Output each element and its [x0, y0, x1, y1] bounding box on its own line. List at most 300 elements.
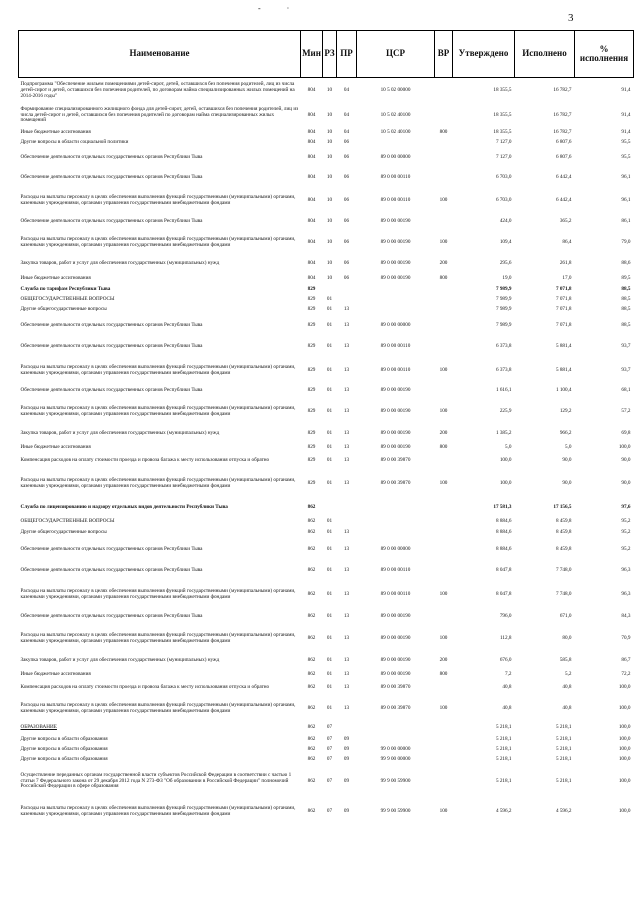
cell-pct: 88,6: [621, 260, 631, 267]
table-row: [19, 722, 634, 735]
cell-rz: 10: [326, 128, 333, 135]
cell-pr: 06: [343, 138, 350, 145]
cell-app: 7 989,9: [495, 295, 512, 302]
table-row: [19, 426, 634, 443]
table-row: [19, 670, 634, 681]
cell-rz: 10: [326, 153, 333, 160]
cell-pct: 89,5: [621, 274, 631, 281]
cell-exe: 5 218,1: [555, 745, 572, 752]
cell-pct: 88,5: [621, 295, 631, 302]
cell-min: 829: [307, 366, 316, 373]
header-csr: ЦСР: [357, 31, 435, 78]
table-row: [19, 337, 634, 358]
header-approved: Утверждено: [453, 31, 515, 78]
cell-name: Расходы на выплаты персоналу в целях обеспечения выполнения функций государственными (муниципальными) органами, казенными учреждениями, органами управления государственными внебюджетными фондами: [20, 363, 296, 376]
cell-vr: [435, 337, 453, 358]
cell-pct: 84,3: [621, 613, 631, 620]
cell-exe: 6 807,6: [555, 153, 572, 160]
cell-rz: 01: [326, 635, 333, 642]
cell-app: 109,4: [499, 238, 512, 245]
cell-pr: 06: [343, 173, 350, 180]
cell-csr: 89 0 00 00190: [380, 408, 411, 415]
cell-vr: 100: [439, 479, 448, 486]
cell-app: 295,6: [499, 260, 512, 267]
cell-csr: 89 0 00 00190: [380, 444, 411, 451]
cell-csr: 89 0 00 39870: [380, 684, 411, 691]
cell-name: Иные бюджетные ассигнования: [20, 128, 91, 135]
cell-rz: 01: [326, 657, 333, 664]
cell-rz: 01: [326, 444, 333, 451]
cell-min: 862: [307, 545, 316, 552]
cell-pr: [337, 517, 357, 528]
table-row: [19, 295, 634, 305]
cell-min: 862: [307, 671, 316, 678]
cell-csr: 99 9 00 00000: [380, 755, 411, 762]
cell-min: 862: [307, 808, 316, 815]
cell-rz: 01: [326, 518, 333, 525]
cell-app: 8 047,8: [495, 567, 512, 574]
cell-app: 8 884,6: [495, 545, 512, 552]
cell-name: Компенсация расходов на оплату стоимости проезда и провоза багажа к месту использования отпуска и обратно: [20, 457, 270, 464]
cell-pct: 96,3: [621, 591, 631, 598]
cell-min: 804: [307, 196, 316, 203]
cell-exe: 16 782,7: [553, 111, 572, 118]
cell-exe: 5 218,1: [555, 755, 572, 762]
cell-csr: 89 0 00 00190: [380, 657, 411, 664]
cell-csr: 89 0 00 00190: [380, 217, 411, 224]
cell-rz: 01: [326, 295, 333, 302]
table-row: [19, 561, 634, 582]
cell-pct: 95,2: [621, 545, 631, 552]
cell-exe: 5 218,1: [555, 777, 572, 784]
cell-exe: 7 748,0: [555, 591, 572, 598]
cell-csr: 89 0 00 00000: [380, 545, 411, 552]
cell-name: Расходы на выплаты персоналу в целях обеспечения выполнения функций государственными (муниципальными) органами, казенными учреждениями, органами управления государственными внебюджетными фондами: [20, 632, 296, 644]
table-row: [19, 399, 634, 426]
cell-csr: 89 0 00 00190: [380, 260, 411, 267]
cell-rz: 01: [326, 387, 333, 394]
table-row: [19, 230, 634, 256]
cell-pct: 96,3: [621, 567, 631, 574]
cell-exe: 16 782,7: [553, 86, 572, 93]
cell-exe: 671,0: [559, 613, 572, 620]
cell-min: 829: [307, 285, 316, 292]
cell-vr: 100: [439, 591, 448, 598]
cell-pr: 13: [343, 479, 350, 486]
cell-rz: 01: [326, 704, 333, 711]
cell-name: Закупка товаров, работ и услуг для обеспечения государственных (муниципальных) нужд: [20, 260, 220, 267]
cell-vr: 100: [439, 408, 448, 415]
cell-exe: 7 071,8: [555, 285, 572, 292]
cell-pr: 06: [343, 274, 350, 281]
cell-app: 424,0: [499, 217, 512, 224]
cell-min: 804: [307, 138, 316, 145]
cell-vr: [435, 735, 453, 745]
header-pr: ПР: [337, 31, 357, 78]
cell-rz: 07: [326, 808, 333, 815]
cell-vr: [435, 745, 453, 755]
cell-rz: 01: [326, 529, 333, 536]
cell-pct: 100,0: [618, 704, 631, 711]
cell-rz: [323, 499, 337, 517]
cell-csr: [357, 499, 435, 517]
cell-vr: [435, 78, 453, 104]
cell-vr: [435, 295, 453, 305]
cell-app: 8 047,8: [495, 591, 512, 598]
cell-exe: 40,8: [562, 684, 572, 691]
cell-app: 676,0: [499, 657, 512, 664]
cell-name: ОБЩЕГОСУДАРСТВЕННЫЕ ВОПРОСЫ: [20, 518, 115, 525]
cell-pct: 100,0: [618, 808, 631, 815]
cell-exe: 7 748,0: [555, 567, 572, 574]
cell-app: 100,0: [499, 479, 512, 486]
cell-name: Обеспечение деятельности отдельных государственных органов Республики Тыва: [20, 322, 203, 329]
cell-app: 6 703,0: [495, 196, 512, 203]
cell-name: Расходы на выплаты персоналу в целях обеспечения выполнения функций государственными (муниципальными) органами, казенными учреждениями, органами управления государственными внебюджетными фондами: [20, 701, 296, 714]
cell-vr: [435, 104, 453, 128]
table-row: [19, 528, 634, 539]
cell-min: 804: [307, 128, 316, 135]
cell-app: 5 218,1: [495, 755, 512, 762]
header-min: Мин: [301, 31, 323, 78]
cell-rz: 01: [326, 430, 333, 437]
cell-vr: [435, 528, 453, 539]
cell-min: 804: [307, 238, 316, 245]
cell-name: Обеспечение деятельности отдельных государственных органов Республики Тыва: [20, 153, 203, 160]
cell-app: 6 373,8: [495, 343, 512, 350]
cell-vr: 100: [439, 808, 448, 815]
cell-name: Закупка товаров, работ и услуг для обеспечения государственных (муниципальных) нужд: [20, 657, 220, 664]
table-row: [19, 499, 634, 517]
cell-csr: 89 0 00 00190: [380, 274, 411, 281]
cell-vr: [435, 285, 453, 295]
cell-rz: 07: [326, 735, 333, 742]
cell-app: 40,8: [502, 684, 512, 691]
cell-name: Иные бюджетные ассигнования: [20, 274, 91, 281]
cell-vr: 800: [439, 128, 448, 135]
cell-exe: 16 782,7: [553, 128, 572, 135]
cell-csr: [357, 528, 435, 539]
cell-name: Расходы на выплаты персоналу в целях обеспечения выполнения функций государственными (муниципальными) органами, казенными учреждениями, органами управления государственными внебюджетными фондами: [20, 476, 296, 489]
table-row: [19, 214, 634, 230]
cell-pr: 09: [343, 735, 350, 742]
cell-app: 8 884,6: [495, 518, 512, 525]
cell-rz: 01: [326, 306, 333, 313]
cell-pct: 91,4: [621, 111, 631, 118]
cell-app: 5 218,1: [495, 745, 512, 752]
cell-pct: 100,0: [618, 724, 631, 731]
table-row: [19, 582, 634, 609]
cell-vr: [435, 755, 453, 765]
cell-pr: [337, 722, 357, 735]
cell-exe: 6 807,6: [555, 138, 572, 145]
cell-vr: [435, 609, 453, 626]
cell-pr: 09: [343, 777, 350, 784]
cell-pct: 91,4: [621, 128, 631, 135]
table-row: [19, 273, 634, 285]
cell-vr: [435, 539, 453, 561]
cell-app: 7 989,9: [495, 285, 512, 292]
cell-min: 804: [307, 260, 316, 267]
cell-rz: 01: [326, 671, 333, 678]
cell-rz: 10: [326, 173, 333, 180]
cell-pr: 13: [343, 657, 350, 664]
cell-min: 829: [307, 295, 316, 302]
cell-pr: 06: [343, 217, 350, 224]
cell-csr: 99 9 00 59900: [380, 808, 411, 815]
cell-app: 112,8: [500, 635, 512, 642]
cell-rz: 01: [326, 343, 333, 350]
cell-min: 862: [307, 613, 316, 620]
cell-pr: 06: [343, 260, 350, 267]
cell-pr: 09: [343, 745, 350, 752]
cell-pct: 88,5: [621, 322, 631, 329]
cell-exe: 40,8: [562, 704, 572, 711]
table-row: [19, 469, 634, 499]
cell-pct: 95,2: [621, 529, 631, 536]
cell-csr: [357, 735, 435, 745]
cell-exe: 5 218,1: [555, 724, 572, 731]
cell-name: Расходы на выплаты персоналу в целях обеспечения выполнения функций государственными (муниципальными) органами, казенными учреждениями, органами управления государственными внебюджетными фондами: [20, 805, 296, 817]
cell-app: 7 127,0: [495, 138, 512, 145]
cell-app: 18 355,5: [493, 86, 512, 93]
cell-pr: 09: [343, 755, 350, 762]
cell-vr: [435, 138, 453, 148]
cell-pct: 95,2: [621, 518, 631, 525]
table-row: [19, 681, 634, 696]
cell-pr: 06: [343, 153, 350, 160]
cell-name: Формирование специализированного жилищного фонда для детей-сирот, детей, оставшихся без попечения родителей, лиц из числа детей-сирот и детей, оставшихся без попечения родителей по договорам найма специализированных жилых помещений: [20, 105, 299, 124]
cell-min: 804: [307, 173, 316, 180]
cell-vr: 100: [439, 196, 448, 203]
cell-pr: 13: [343, 545, 350, 552]
cell-csr: [357, 285, 435, 295]
cell-csr: 89 0 00 39870: [380, 704, 411, 711]
cell-pct: 88,5: [621, 306, 631, 313]
cell-rz: [323, 285, 337, 295]
cell-min: 804: [307, 274, 316, 281]
cell-vr: 200: [439, 657, 448, 664]
cell-pr: 13: [343, 343, 350, 350]
table-row: [19, 148, 634, 168]
cell-rz: 07: [326, 745, 333, 752]
cell-min: 829: [307, 322, 316, 329]
cell-rz: 10: [326, 138, 333, 145]
table-row: [19, 626, 634, 653]
cell-min: 804: [307, 217, 316, 224]
cell-csr: [357, 305, 435, 316]
cell-vr: [435, 454, 453, 469]
cell-vr: 100: [439, 238, 448, 245]
header-rz: РЗ: [323, 31, 337, 78]
cell-name: Расходы на выплаты персоналу в целях обеспечения выполнения функций государственными (муниципальными) органами, казенными учреждениями, органами управления государственными внебюджетными фондами: [20, 193, 296, 206]
cell-app: 7 989,9: [495, 322, 512, 329]
cell-app: 5 218,1: [495, 724, 512, 731]
table-row: [19, 517, 634, 528]
cell-csr: 89 0 00 00190: [380, 430, 411, 437]
cell-csr: 89 0 00 00110: [380, 366, 411, 373]
table-row: [19, 78, 634, 104]
table-row: [19, 305, 634, 316]
cell-min: 829: [307, 387, 316, 394]
cell-min: 829: [307, 479, 316, 486]
cell-pr: 13: [343, 387, 350, 394]
cell-pct: 91,4: [621, 86, 631, 93]
cell-min: 829: [307, 444, 316, 451]
cell-vr: 200: [439, 260, 448, 267]
cell-name: Другие вопросы в области образования: [20, 735, 108, 742]
cell-name: ОБЩЕГОСУДАРСТВЕННЫЕ ВОПРОСЫ: [20, 295, 115, 302]
cell-pct: 70,9: [621, 635, 631, 642]
cell-pct: 86,1: [621, 217, 631, 224]
cell-csr: 10 5 02 40100: [380, 128, 411, 135]
cell-rz: 10: [326, 196, 333, 203]
cell-pr: 13: [343, 567, 350, 574]
cell-exe: 8 459,8: [555, 518, 572, 525]
table-row: [19, 168, 634, 188]
cell-pct: 90,0: [621, 457, 631, 464]
cell-min: 862: [307, 777, 316, 784]
cell-vr: 200: [439, 430, 448, 437]
table-row: [19, 443, 634, 454]
cell-pct: 79,0: [621, 238, 631, 245]
cell-pct: 90,0: [621, 479, 631, 486]
cell-csr: 10 5 02 00000: [380, 86, 411, 93]
cell-pr: 13: [343, 684, 350, 691]
cell-exe: 5,2: [565, 671, 572, 678]
cell-pr: 13: [343, 704, 350, 711]
header-vr: ВР: [435, 31, 453, 78]
cell-pr: 13: [343, 366, 350, 373]
cell-pct: 69,8: [621, 430, 631, 437]
table-row: [19, 755, 634, 765]
cell-pr: [337, 499, 357, 517]
cell-min: 829: [307, 343, 316, 350]
cell-exe: 585,8: [559, 657, 572, 664]
cell-exe: 1 100,4: [555, 387, 572, 394]
cell-vr: 800: [439, 444, 448, 451]
cell-csr: 89 0 00 00000: [380, 153, 411, 160]
cell-min: 862: [307, 704, 316, 711]
cell-name: Обеспечение деятельности отдельных государственных органов Республики Тыва: [20, 173, 203, 180]
cell-vr: [435, 305, 453, 316]
cell-min: 862: [307, 567, 316, 574]
header-pct: % исполнения: [575, 31, 634, 78]
cell-pct: 100,0: [618, 745, 631, 752]
cell-pct: 93,7: [621, 343, 631, 350]
cell-min: 862: [307, 684, 316, 691]
cell-min: 862: [307, 503, 316, 510]
cell-app: 7 989,9: [495, 306, 512, 313]
cell-csr: 89 0 00 00110: [380, 343, 411, 350]
table-row: [19, 454, 634, 469]
cell-pr: 06: [343, 196, 350, 203]
cell-name: Закупка товаров, работ и услуг для обеспечения государственных (муниципальных) нужд: [20, 430, 220, 437]
table-row: [19, 104, 634, 128]
cell-pct: 100,0: [618, 444, 631, 451]
cell-pr: 13: [343, 444, 350, 451]
cell-rz: 01: [326, 322, 333, 329]
cell-vr: [435, 517, 453, 528]
cell-app: 1 616,1: [495, 387, 512, 394]
cell-name: Обеспечение деятельности отдельных государственных органов Республики Тыва: [20, 217, 203, 224]
cell-min: 829: [307, 430, 316, 437]
cell-pr: 13: [343, 635, 350, 642]
cell-csr: [357, 138, 435, 148]
cell-app: 18 355,5: [493, 111, 512, 118]
cell-rz: 07: [326, 755, 333, 762]
cell-pr: 06: [343, 238, 350, 245]
cell-pr: 09: [343, 808, 350, 815]
cell-name: Расходы на выплаты персоналу в целях обеспечения выполнения функций государственными (муниципальными) органами, казенными учреждениями, органами управления государственными внебюджетными фондами: [20, 588, 296, 600]
table-row: [19, 188, 634, 214]
cell-min: 804: [307, 153, 316, 160]
table-row: [19, 316, 634, 337]
cell-name: Обеспечение деятельности отдельных государственных органов Республики Тыва: [20, 387, 203, 394]
cell-rz: 01: [326, 408, 333, 415]
cell-min: 862: [307, 591, 316, 598]
cell-rz: 01: [326, 366, 333, 373]
cell-vr: [435, 681, 453, 696]
cell-min: 862: [307, 635, 316, 642]
cell-pct: 95,5: [621, 153, 631, 160]
cell-name: Обеспечение деятельности отдельных государственных органов Республики Тыва: [20, 613, 203, 620]
table-row: [19, 128, 634, 138]
cell-csr: 89 0 00 39870: [380, 479, 411, 486]
cell-rz: 01: [326, 684, 333, 691]
cell-pr: 13: [343, 671, 350, 678]
cell-vr: [435, 765, 453, 799]
cell-pr: 13: [343, 322, 350, 329]
table-row: [19, 285, 634, 295]
cell-name: Обеспечение деятельности отдельных государственных органов Республики Тыва: [20, 567, 203, 574]
cell-pct: 68,1: [621, 387, 631, 394]
cell-pct: 97,6: [621, 503, 631, 510]
table-row: [19, 653, 634, 670]
cell-name: Обеспечение деятельности отдельных государственных органов Республики Тыва: [20, 343, 203, 350]
cell-vr: 100: [439, 704, 448, 711]
cell-pr: 13: [343, 529, 350, 536]
table-row: [19, 358, 634, 384]
table-row: [19, 256, 634, 273]
cell-pr: 13: [343, 306, 350, 313]
cell-rz: 07: [326, 777, 333, 784]
table-row: [19, 138, 634, 148]
cell-exe: 7 071,8: [555, 295, 572, 302]
table-row: [19, 384, 634, 399]
cell-exe: 17 156,5: [553, 503, 572, 510]
cell-name: Компенсация расходов на оплату стоимости проезда и провоза багажа к месту использования отпуска и обратно: [20, 684, 270, 691]
cell-name: Иные бюджетные ассигнования: [20, 444, 91, 451]
cell-exe: 90,0: [562, 479, 572, 486]
cell-pr: 04: [343, 128, 350, 135]
cell-pr: [337, 295, 357, 305]
cell-pr: 13: [343, 591, 350, 598]
cell-min: 829: [307, 457, 316, 464]
cell-min: 804: [307, 111, 316, 118]
cell-csr: 89 0 00 00110: [380, 567, 411, 574]
cell-pr: 04: [343, 111, 350, 118]
cell-rz: 10: [326, 217, 333, 224]
cell-app: 5,0: [505, 444, 512, 451]
cell-exe: 6 442,4: [555, 173, 572, 180]
table-row: [19, 539, 634, 561]
cell-csr: 89 0 00 00190: [380, 613, 411, 620]
cell-csr: 89 0 00 00190: [380, 387, 411, 394]
cell-name: Расходы на выплаты персоналу в целях обеспечения выполнения функций государственными (муниципальными) органами, казенными учреждениями, органами управления государственными внебюджетными фондами: [20, 405, 296, 417]
cell-name: Другие вопросы в области образования: [20, 745, 108, 752]
cell-pct: 100,0: [618, 777, 631, 784]
